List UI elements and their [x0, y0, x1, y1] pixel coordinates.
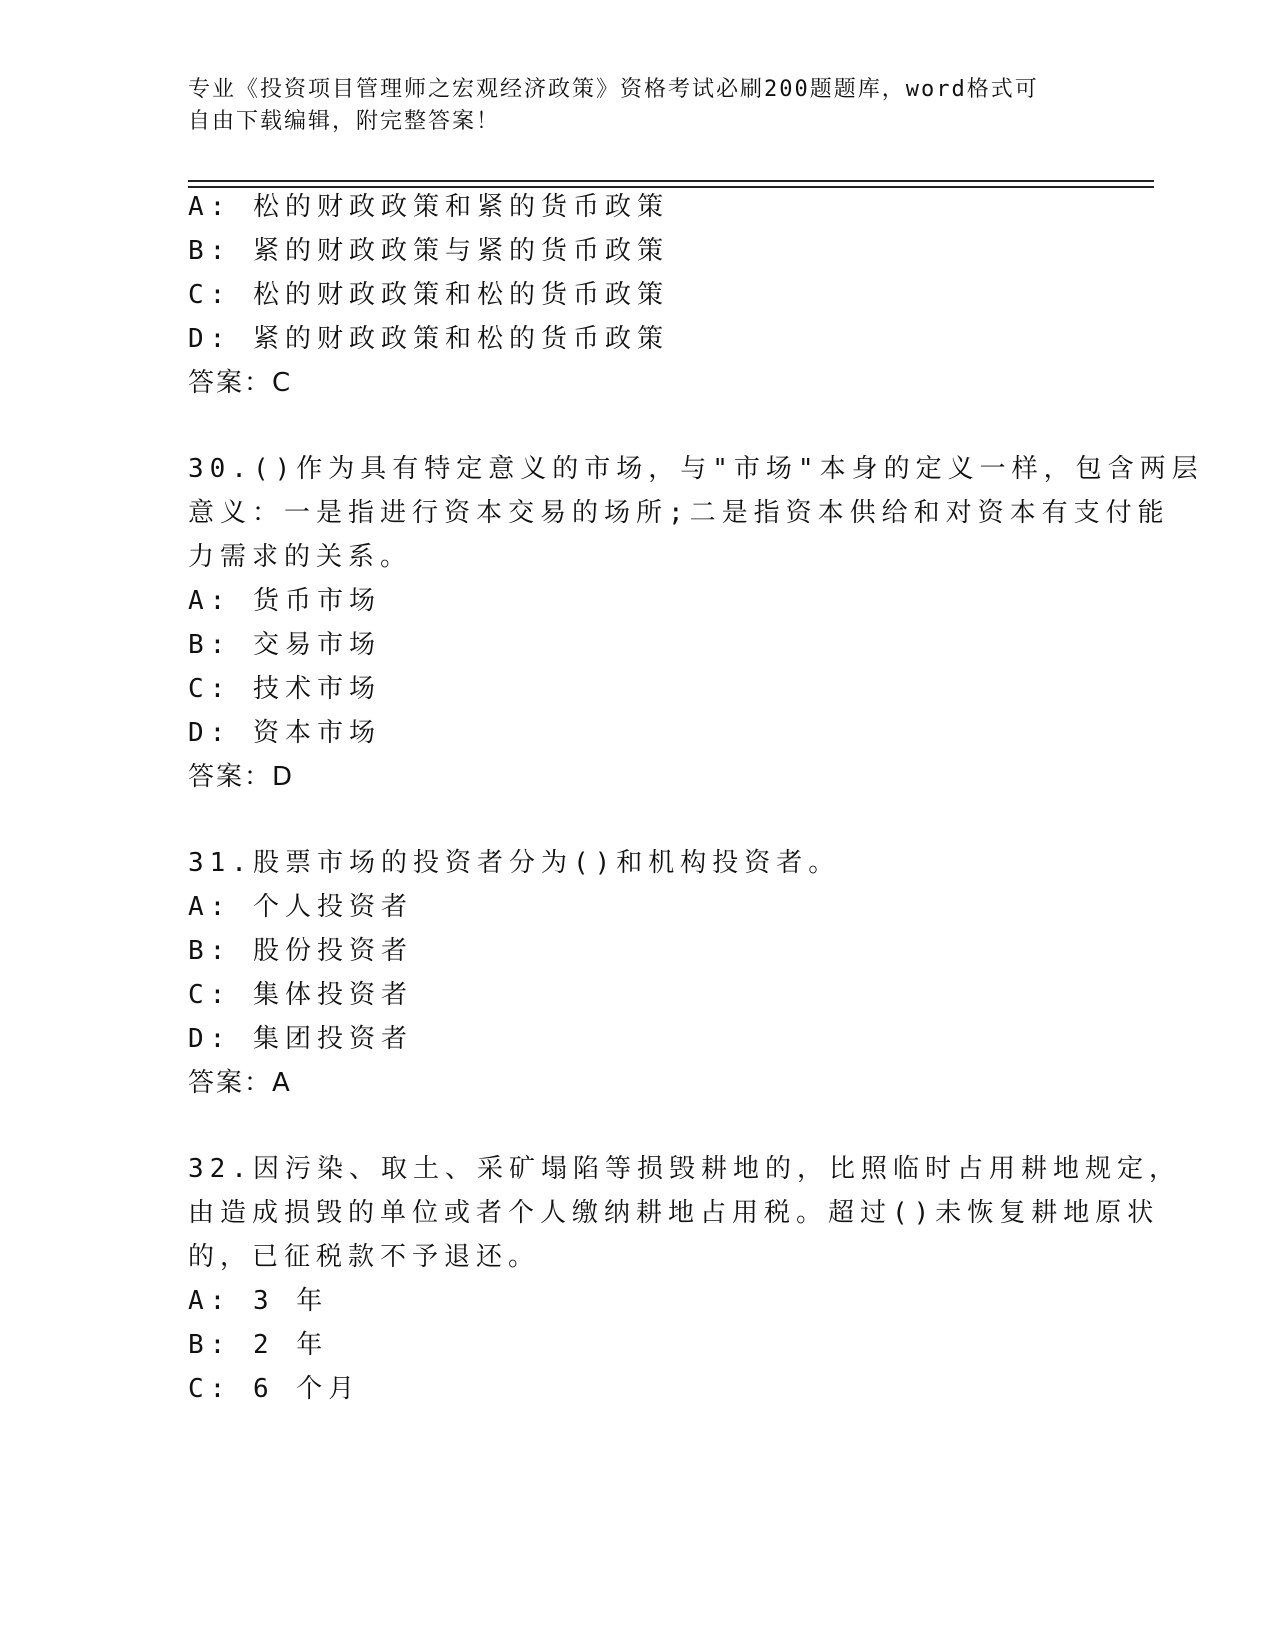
q30-option-c: C: 技术市场	[188, 674, 381, 704]
q32-option-b: B: 2 年	[188, 1330, 329, 1360]
q31-option-d: D: 集团投资者	[188, 1024, 413, 1054]
header-line-1: 专业《投资项目管理师之宏观经济政策》资格考试必刷200题题库，word格式可	[188, 77, 1039, 102]
q29-option-b: B: 紧的财政政策与紧的货币政策	[188, 236, 669, 266]
q31-option-c: C: 集体投资者	[188, 980, 413, 1010]
q32-option-a: A: 3 年	[188, 1286, 329, 1316]
q30-stem-line-3: 力需求的关系。	[188, 542, 413, 572]
q30-answer: 答案：D	[188, 762, 295, 792]
q30-option-a: A: 货币市场	[188, 586, 381, 616]
q29-option-a: A: 松的财政政策和紧的货币政策	[188, 192, 669, 222]
q30-option-d: D: 资本市场	[188, 718, 381, 748]
q30-stem-line-2: 意义：一是指进行资本交易的场所;二是指资本供给和对资本有支付能	[188, 498, 1170, 528]
q29-option-d: D: 紧的财政政策和松的货币政策	[188, 324, 669, 354]
q30-option-b: B: 交易市场	[188, 630, 381, 660]
header-rule-top	[188, 180, 1154, 182]
header-rule-bottom	[188, 186, 1154, 188]
q31-stem-line-1: 31.股票市场的投资者分为()和机构投资者。	[188, 848, 841, 878]
q29-option-c: C: 松的财政政策和松的货币政策	[188, 280, 669, 310]
q30-stem-line-1: 30.()作为具有特定意义的市场，与"市场"本身的定义一样，包含两层	[188, 454, 1204, 484]
q32-stem-line-2: 由造成损毁的单位或者个人缴纳耕地占用税。超过()未恢复耕地原状	[188, 1198, 1160, 1228]
q32-option-c: C: 6 个月	[188, 1374, 361, 1404]
q31-option-b: B: 股份投资者	[188, 936, 413, 966]
q29-answer: 答案：C	[188, 368, 293, 398]
q32-stem-line-3: 的，已征税款不予退还。	[188, 1242, 541, 1272]
q32-stem-line-1: 32.因污染、取土、采矿塌陷等损毁耕地的，比照临时占用耕地规定，	[188, 1154, 1181, 1184]
header-line-2: 自由下载编辑，附完整答案！	[188, 109, 501, 134]
q31-answer: 答案：A	[188, 1068, 292, 1098]
q31-option-a: A: 个人投资者	[188, 892, 413, 922]
document-header	[188, 74, 1088, 138]
